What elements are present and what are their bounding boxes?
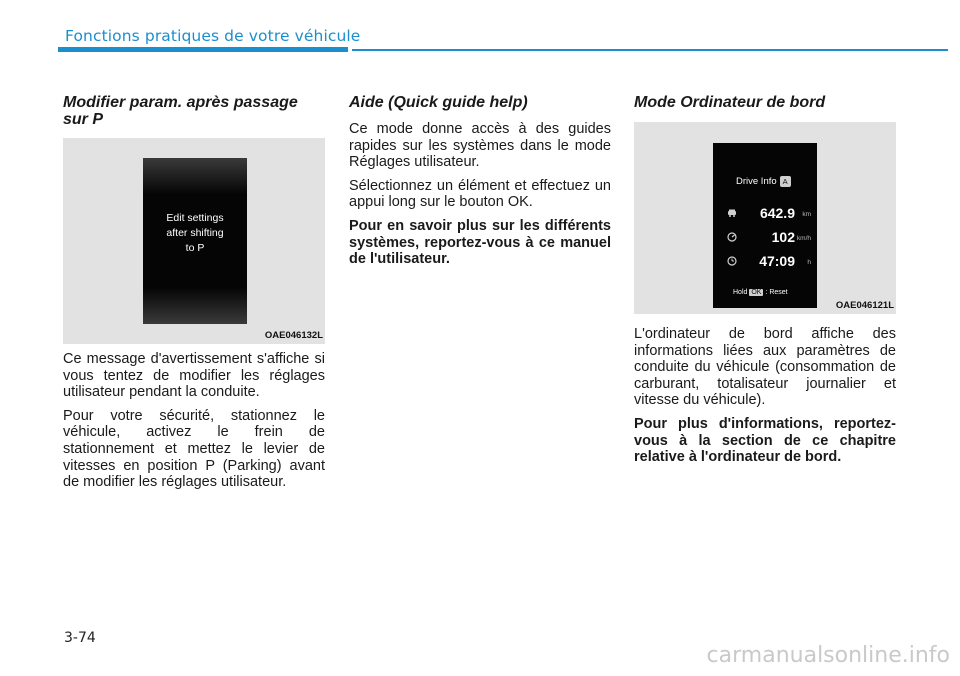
display-unit: km <box>802 211 811 218</box>
paragraph: Pour votre sécurité, stationnez le véhicule, activez le frein de stationnement et mettez le levier de vitesses en position P (Parking) avant de modifier les réglages utilisateur. <box>63 407 325 491</box>
paragraph: Sélectionnez un élément et effectuez un appui long sur le bouton OK. <box>349 177 611 211</box>
display-value: 642.9 <box>759 205 795 221</box>
display-unit: h <box>807 259 811 266</box>
column-quick-guide <box>349 94 611 275</box>
figure-drive-info <box>634 122 896 314</box>
hint-suffix: : Reset <box>765 289 788 296</box>
paragraph: Ce message d'avertissement s'affiche si vous tentez de modifier les réglages utilisateur pendant la conduite. <box>63 351 325 401</box>
display-title <box>736 176 791 187</box>
figure-caption: OAE046132L <box>264 330 323 341</box>
heading-edit-after-p: Modifier param. après passage sur P <box>63 94 298 128</box>
display-message-line: to P <box>185 242 205 254</box>
page-number: 3-74 <box>64 630 96 646</box>
display-message <box>143 211 247 256</box>
fuel-consumption-icon <box>727 208 737 218</box>
display-value: 47:09 <box>759 253 795 269</box>
display-message-line: after shifting <box>166 227 224 239</box>
clock-icon <box>727 256 737 266</box>
display-row-distance <box>727 205 811 223</box>
display-title-badge: A <box>780 176 791 187</box>
display-unit: km/h <box>796 235 811 242</box>
hint-prefix: Hold <box>733 289 748 296</box>
cluster-display-drive-info <box>713 143 817 308</box>
figure-caption: OAE046121L <box>835 300 894 311</box>
display-title-text: Drive Info <box>736 176 777 187</box>
column-edit-after-p <box>63 94 325 498</box>
paragraph-note: Pour en savoir plus sur les différents systèmes, reportez-vous à ce manuel de l'utilisateur. <box>349 217 611 268</box>
display-row-speed <box>727 229 811 247</box>
heading-trip-computer: Mode Ordinateur de bord <box>634 94 826 111</box>
header-rule-thin <box>352 49 948 51</box>
column-trip-computer <box>634 94 896 473</box>
display-message-line: Edit settings <box>166 212 224 224</box>
paragraph: Ce mode donne accès à des guides rapides sur les systèmes dans le mode Réglages utilisateur. <box>349 121 611 171</box>
ok-key: OK <box>751 289 762 296</box>
header-rule-thick <box>58 47 348 52</box>
speed-gauge-icon <box>727 232 737 242</box>
watermark: carmanualsonline.info <box>706 643 950 668</box>
figure-edit-settings <box>63 138 325 344</box>
cluster-display-edit-settings <box>143 158 247 324</box>
heading-quick-guide: Aide (Quick guide help) <box>349 94 528 111</box>
display-row-time <box>727 253 811 271</box>
section-title: Fonctions pratiques de votre véhicule <box>65 27 361 45</box>
paragraph-note: Pour plus d'informations, reportez-vous à la section de ce chapitre relative à l'ordinateur de bord. <box>634 415 896 466</box>
display-value: 102 <box>771 229 795 245</box>
display-reset-hint <box>733 289 788 296</box>
paragraph: L'ordinateur de bord affiche des informations liées aux paramètres de conduite du véhicule (consommation de carburant, totalisateur journalier et vitesse du véhicule). <box>634 326 896 409</box>
